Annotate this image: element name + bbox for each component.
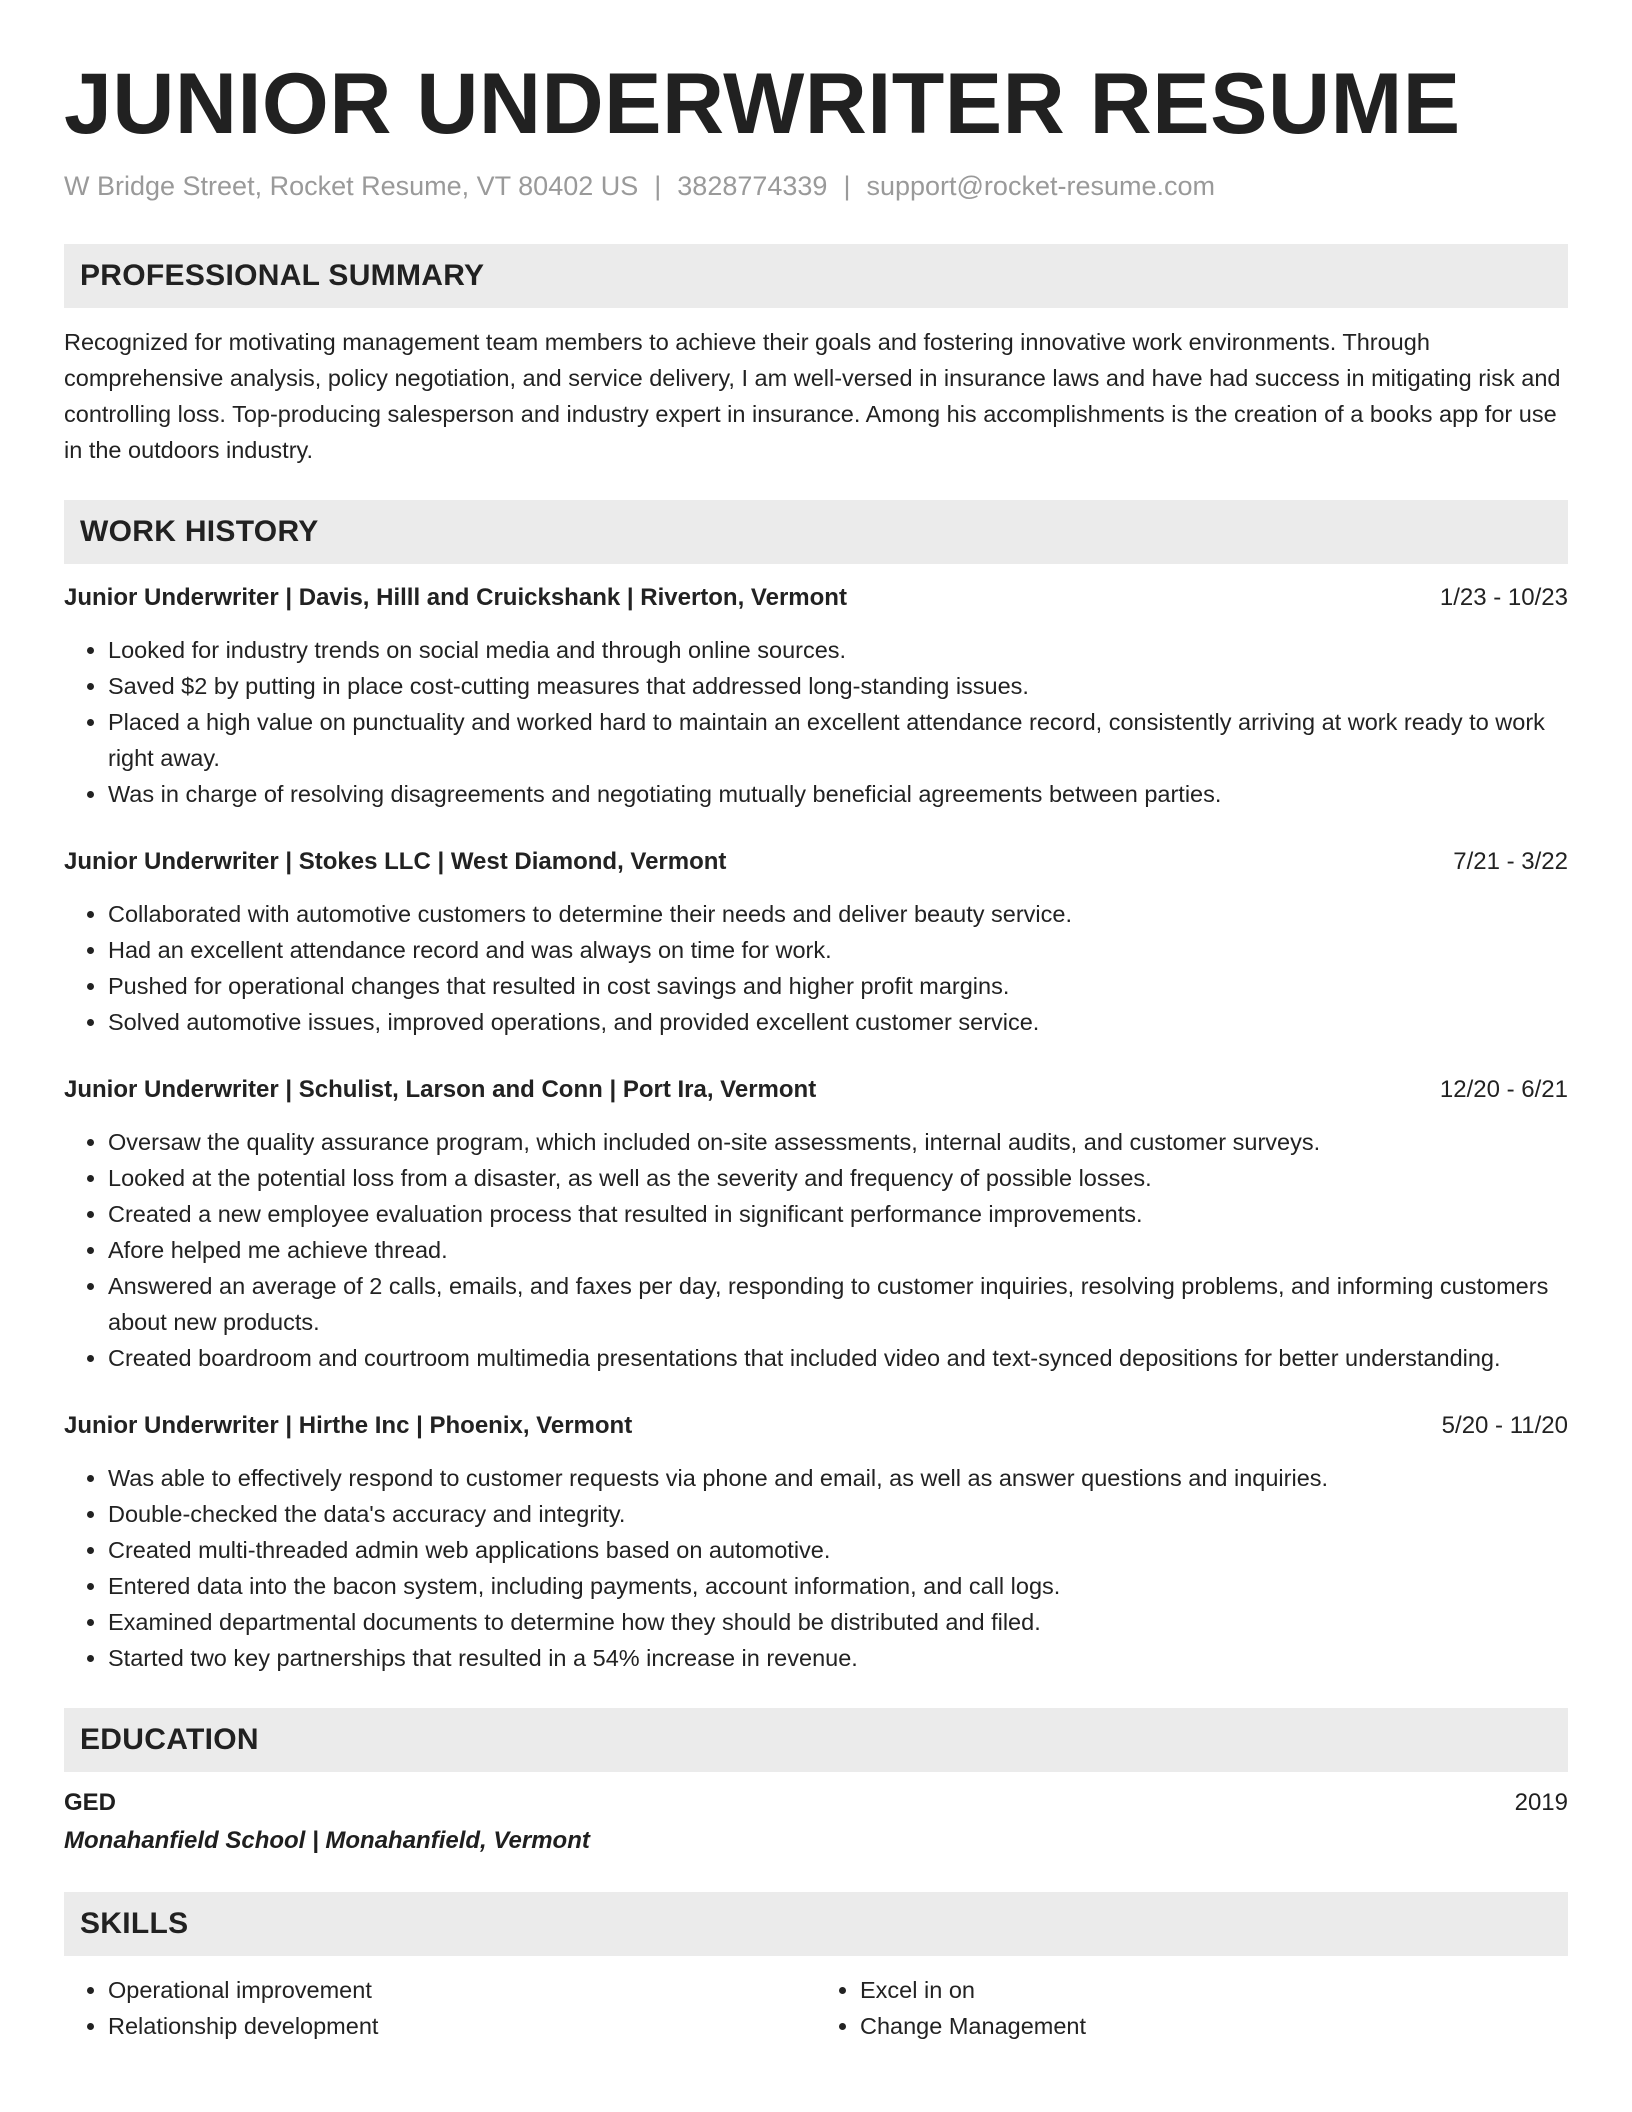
job-bullet: • Double-checked the data's accuracy and integrity.	[108, 1496, 1568, 1532]
job-bullets	[64, 1460, 1568, 1676]
job-title: Junior Underwriter | Stokes LLC | West Diamond, Vermont	[64, 848, 727, 875]
contact-line	[64, 168, 1568, 204]
job-bullet: • Had an excellent attendance record and was always on time for work.	[108, 932, 1568, 968]
work-history-list	[64, 580, 1568, 1676]
job-header	[64, 1408, 1568, 1444]
job-bullet: • Created a new employee evaluation process that resulted in significant performance improvements.	[108, 1196, 1568, 1232]
education-row	[64, 1784, 1568, 1822]
contact-address: W Bridge Street, Rocket Resume, VT 80402 US	[64, 171, 639, 201]
contact-separator: |	[843, 171, 851, 201]
job-bullet: • Afore helped me achieve thread.	[108, 1232, 1568, 1268]
job-bullet: • Examined departmental documents to determine how they should be distributed and filed.	[108, 1604, 1568, 1640]
job-entry	[64, 1408, 1568, 1676]
summary-text: Recognized for motivating management team members to achieve their goals and fostering innovative work environments. Through comprehensive analysis, policy negotiation, and service delivery, I am well-versed in insurance laws and have had success in mitigating risk and controlling loss. Top-producing salesperson and industry expert in insurance. Among his accomplishments is the creation of a books app for use in the outdoors industry.	[64, 329, 1561, 463]
job-title: Junior Underwriter | Davis, Hilll and Cruickshank | Riverton, Vermont	[64, 584, 847, 611]
skill-item: • Operational improvement	[108, 1972, 816, 2008]
contact-email: support@rocket-resume.com	[866, 171, 1215, 201]
job-bullet: • Answered an average of 2 calls, emails, and faxes per day, responding to customer inquiries, resolving problems, and informing customers about new products.	[108, 1268, 1568, 1340]
education-entry	[64, 1784, 1568, 1860]
job-bullet: • Saved $2 by putting in place cost-cutting measures that addressed long-standing issues.	[108, 668, 1568, 704]
section-header-skills: SKILLS	[64, 1892, 1568, 1956]
skill-item: • Excel in on	[860, 1972, 1568, 2008]
job-bullet: • Created boardroom and courtroom multimedia presentations that included video and text-synced depositions for better understanding.	[108, 1340, 1568, 1376]
skill-item: • Relationship development	[108, 2008, 816, 2044]
skills-column-left	[64, 1972, 816, 2044]
job-bullet: • Solved automotive issues, improved operations, and provided excellent customer service.	[108, 1004, 1568, 1040]
job-bullets	[64, 896, 1568, 1040]
job-bullet: • Created multi-threaded admin web applications based on automotive.	[108, 1532, 1568, 1568]
job-bullet: • Looked for industry trends on social media and through online sources.	[108, 632, 1568, 668]
section-header-education: EDUCATION	[64, 1708, 1568, 1772]
education-school: Monahanfield School | Monahanfield, Vermont	[64, 1827, 590, 1854]
skills-column-right	[816, 1972, 1568, 2044]
contact-phone: 3828774339	[677, 171, 828, 201]
job-title: Junior Underwriter | Hirthe Inc | Phoenix, Vermont	[64, 1412, 633, 1439]
job-header	[64, 1072, 1568, 1108]
job-bullet: • Pushed for operational changes that resulted in cost savings and higher profit margins.	[108, 968, 1568, 1004]
job-dates: 12/20 - 6/21	[1439, 1076, 1568, 1103]
job-dates: 5/20 - 11/20	[1441, 1412, 1568, 1439]
job-bullet: • Entered data into the bacon system, including payments, account information, and call logs.	[108, 1568, 1568, 1604]
contact-separator: |	[654, 171, 662, 201]
job-dates: 7/21 - 3/22	[1453, 848, 1568, 875]
skills-grid	[64, 1972, 1568, 2044]
job-bullet: • Looked at the potential loss from a disaster, as well as the severity and frequency of possible losses.	[108, 1160, 1568, 1196]
job-header	[64, 580, 1568, 616]
job-header	[64, 844, 1568, 880]
resume-title: JUNIOR UNDERWRITER RESUME	[64, 56, 1461, 152]
job-bullet: • Was able to effectively respond to customer requests via phone and email, as well as answer questions and inquiries.	[108, 1460, 1568, 1496]
job-bullet: • Collaborated with automotive customers to determine their needs and deliver beauty service.	[108, 896, 1568, 932]
skill-item: • Change Management	[860, 2008, 1568, 2044]
job-bullet: • Was in charge of resolving disagreements and negotiating mutually beneficial agreements between parties.	[108, 776, 1568, 812]
job-bullet: • Placed a high value on punctuality and worked hard to maintain an excellent attendance record, consistently arriving at work ready to work right away.	[108, 704, 1568, 776]
education-degree: GED	[64, 1789, 117, 1816]
job-bullets	[64, 1124, 1568, 1376]
education-year: 2019	[1514, 1789, 1568, 1816]
job-entry	[64, 1072, 1568, 1376]
section-header-summary: PROFESSIONAL SUMMARY	[64, 244, 1568, 308]
job-bullet: • Started two key partnerships that resulted in a 54% increase in revenue.	[108, 1640, 1568, 1676]
job-bullet: • Oversaw the quality assurance program, which included on-site assessments, internal audits, and customer surveys.	[108, 1124, 1568, 1160]
section-header-work-history: WORK HISTORY	[64, 500, 1568, 564]
job-bullets	[64, 632, 1568, 812]
job-entry	[64, 844, 1568, 1040]
job-title: Junior Underwriter | Schulist, Larson and Conn | Port Ira, Vermont	[64, 1076, 817, 1103]
job-dates: 1/23 - 10/23	[1439, 584, 1568, 611]
job-entry	[64, 580, 1568, 812]
